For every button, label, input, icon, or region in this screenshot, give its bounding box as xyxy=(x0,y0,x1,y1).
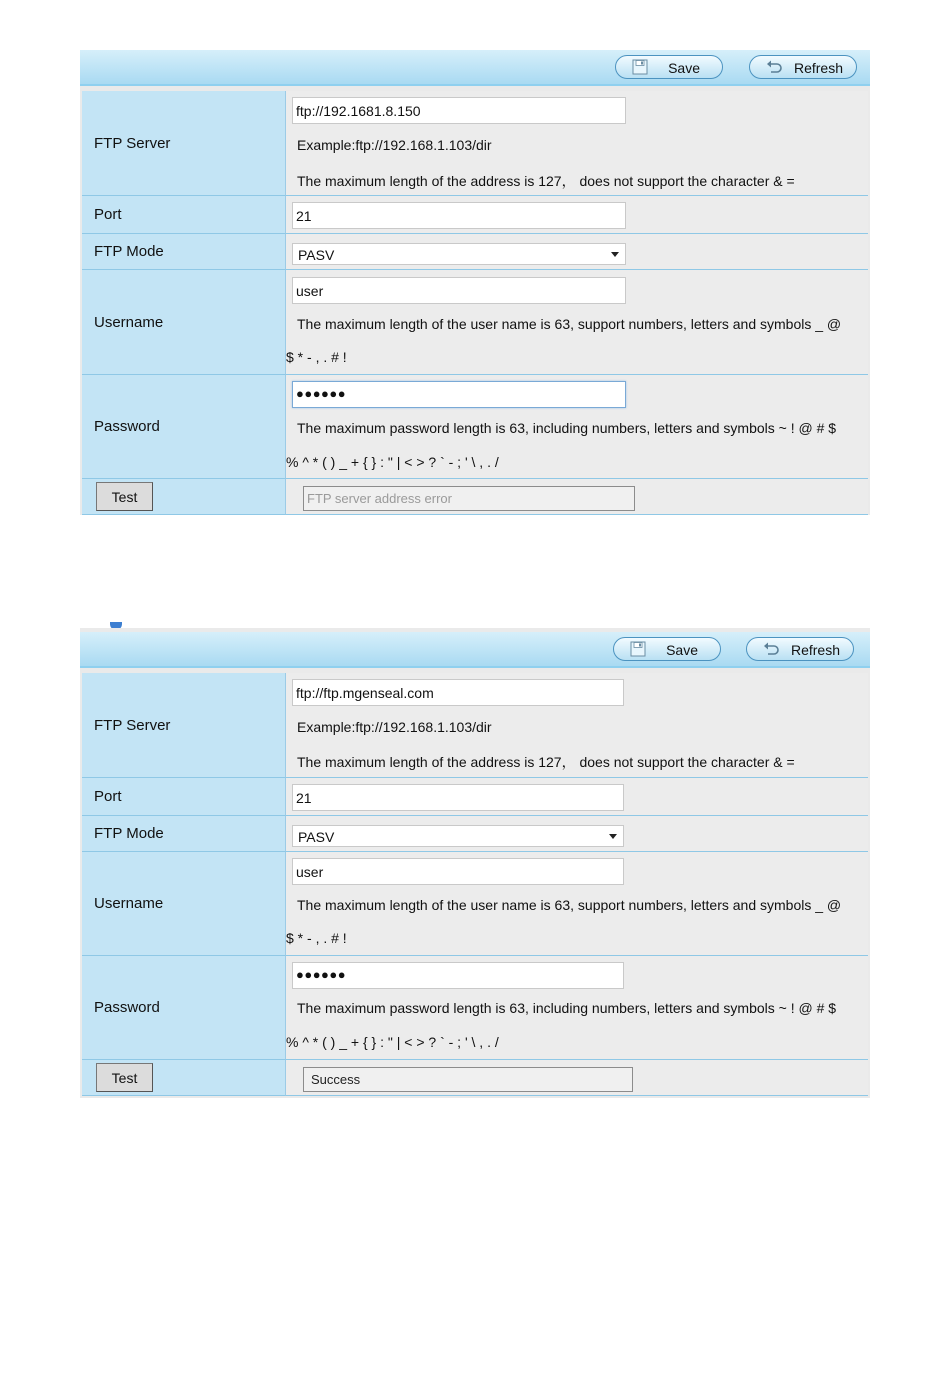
ftp-mode-cell xyxy=(285,816,868,852)
port-cell xyxy=(285,778,868,816)
username-hint-line1: The maximum length of the user name is 63, support numbers, letters and symbols _ @ xyxy=(297,897,842,913)
port-cell xyxy=(285,196,868,234)
username-label: Username xyxy=(82,270,285,375)
chevron-down-icon xyxy=(609,834,617,839)
toolbar xyxy=(80,632,870,668)
password-label: Password xyxy=(82,956,285,1060)
ftp-mode-value: PASV xyxy=(298,829,335,845)
port-input[interactable]: 21 xyxy=(292,784,624,811)
ftp-server-cell xyxy=(285,91,868,196)
test-cell xyxy=(82,479,285,515)
ftp-server-cell xyxy=(285,673,868,778)
password-hint-line1: The maximum password length is 63, including numbers, letters and symbols ~ ! @ # $ xyxy=(297,1000,837,1016)
ftp-settings-panel-error xyxy=(80,50,870,515)
password-hint-line2: % ^ * ( ) _ + { } : " | < > ? ` - ; ' \ , . / xyxy=(286,454,499,470)
password-hint-line2: % ^ * ( ) _ + { } : " | < > ? ` - ; ' \ , . / xyxy=(286,1034,499,1050)
username-hint-line2: $ * - , . # ! xyxy=(286,930,347,946)
test-cell xyxy=(82,1060,285,1096)
ftp-mode-select[interactable] xyxy=(292,243,626,265)
test-result-field: FTP server address error xyxy=(303,486,635,511)
username-hint-line2: $ * - , . # ! xyxy=(286,349,347,365)
username-input[interactable]: user xyxy=(292,858,624,885)
password-label: Password xyxy=(82,375,285,479)
refresh-button[interactable] xyxy=(746,637,854,661)
ftp-mode-cell xyxy=(285,234,868,270)
ftp-server-example: Example:ftp://192.168.1.103/dir xyxy=(297,137,492,153)
ftp-mode-value: PASV xyxy=(298,247,335,263)
ftp-server-hint: The maximum length of the address is 127， does not support the character & = xyxy=(297,754,795,770)
save-label: Save xyxy=(668,60,700,76)
port-label: Port xyxy=(82,778,285,816)
password-cell xyxy=(285,956,868,1060)
save-button[interactable] xyxy=(615,55,723,79)
username-input[interactable]: user xyxy=(292,277,626,304)
refresh-label: Refresh xyxy=(790,642,840,658)
ftp-mode-label: FTP Mode xyxy=(82,816,285,852)
username-cell xyxy=(285,270,868,375)
ftp-server-input[interactable]: ftp://192.1681.8.150 xyxy=(292,97,626,124)
password-input[interactable]: ●●●●●● xyxy=(292,962,624,989)
ftp-server-hint: The maximum length of the address is 127， does not support the character & = xyxy=(297,173,795,189)
save-label: Save xyxy=(666,642,698,658)
save-button[interactable] xyxy=(613,637,721,661)
ftp-mode-select[interactable] xyxy=(292,825,624,847)
ftp-settings-panel-success xyxy=(80,628,870,1098)
test-button[interactable]: Test xyxy=(96,1063,153,1092)
ftp-server-label: FTP Server xyxy=(82,91,285,196)
toolbar xyxy=(80,50,870,86)
refresh-button[interactable] xyxy=(749,55,857,79)
test-button[interactable]: Test xyxy=(96,482,153,511)
password-input[interactable]: ●●●●●● xyxy=(292,381,626,408)
username-hint-line1: The maximum length of the user name is 63, support numbers, letters and symbols _ @ xyxy=(297,316,842,332)
refresh-label: Refresh xyxy=(793,60,843,76)
ftp-server-input[interactable]: ftp://ftp.mgenseal.com xyxy=(292,679,624,706)
ftp-server-example: Example:ftp://192.168.1.103/dir xyxy=(297,719,492,735)
test-result-cell xyxy=(285,1060,868,1096)
chevron-down-icon xyxy=(611,252,619,257)
username-label: Username xyxy=(82,852,285,956)
password-hint-line1: The maximum password length is 63, including numbers, letters and symbols ~ ! @ # $ xyxy=(297,420,837,436)
test-result-field: Success xyxy=(303,1067,633,1092)
password-cell xyxy=(285,375,868,479)
username-cell xyxy=(285,852,868,956)
ftp-mode-label: FTP Mode xyxy=(82,234,285,270)
ftp-server-label: FTP Server xyxy=(82,673,285,778)
test-result-cell xyxy=(285,479,868,515)
port-label: Port xyxy=(82,196,285,234)
port-input[interactable]: 21 xyxy=(292,202,626,229)
